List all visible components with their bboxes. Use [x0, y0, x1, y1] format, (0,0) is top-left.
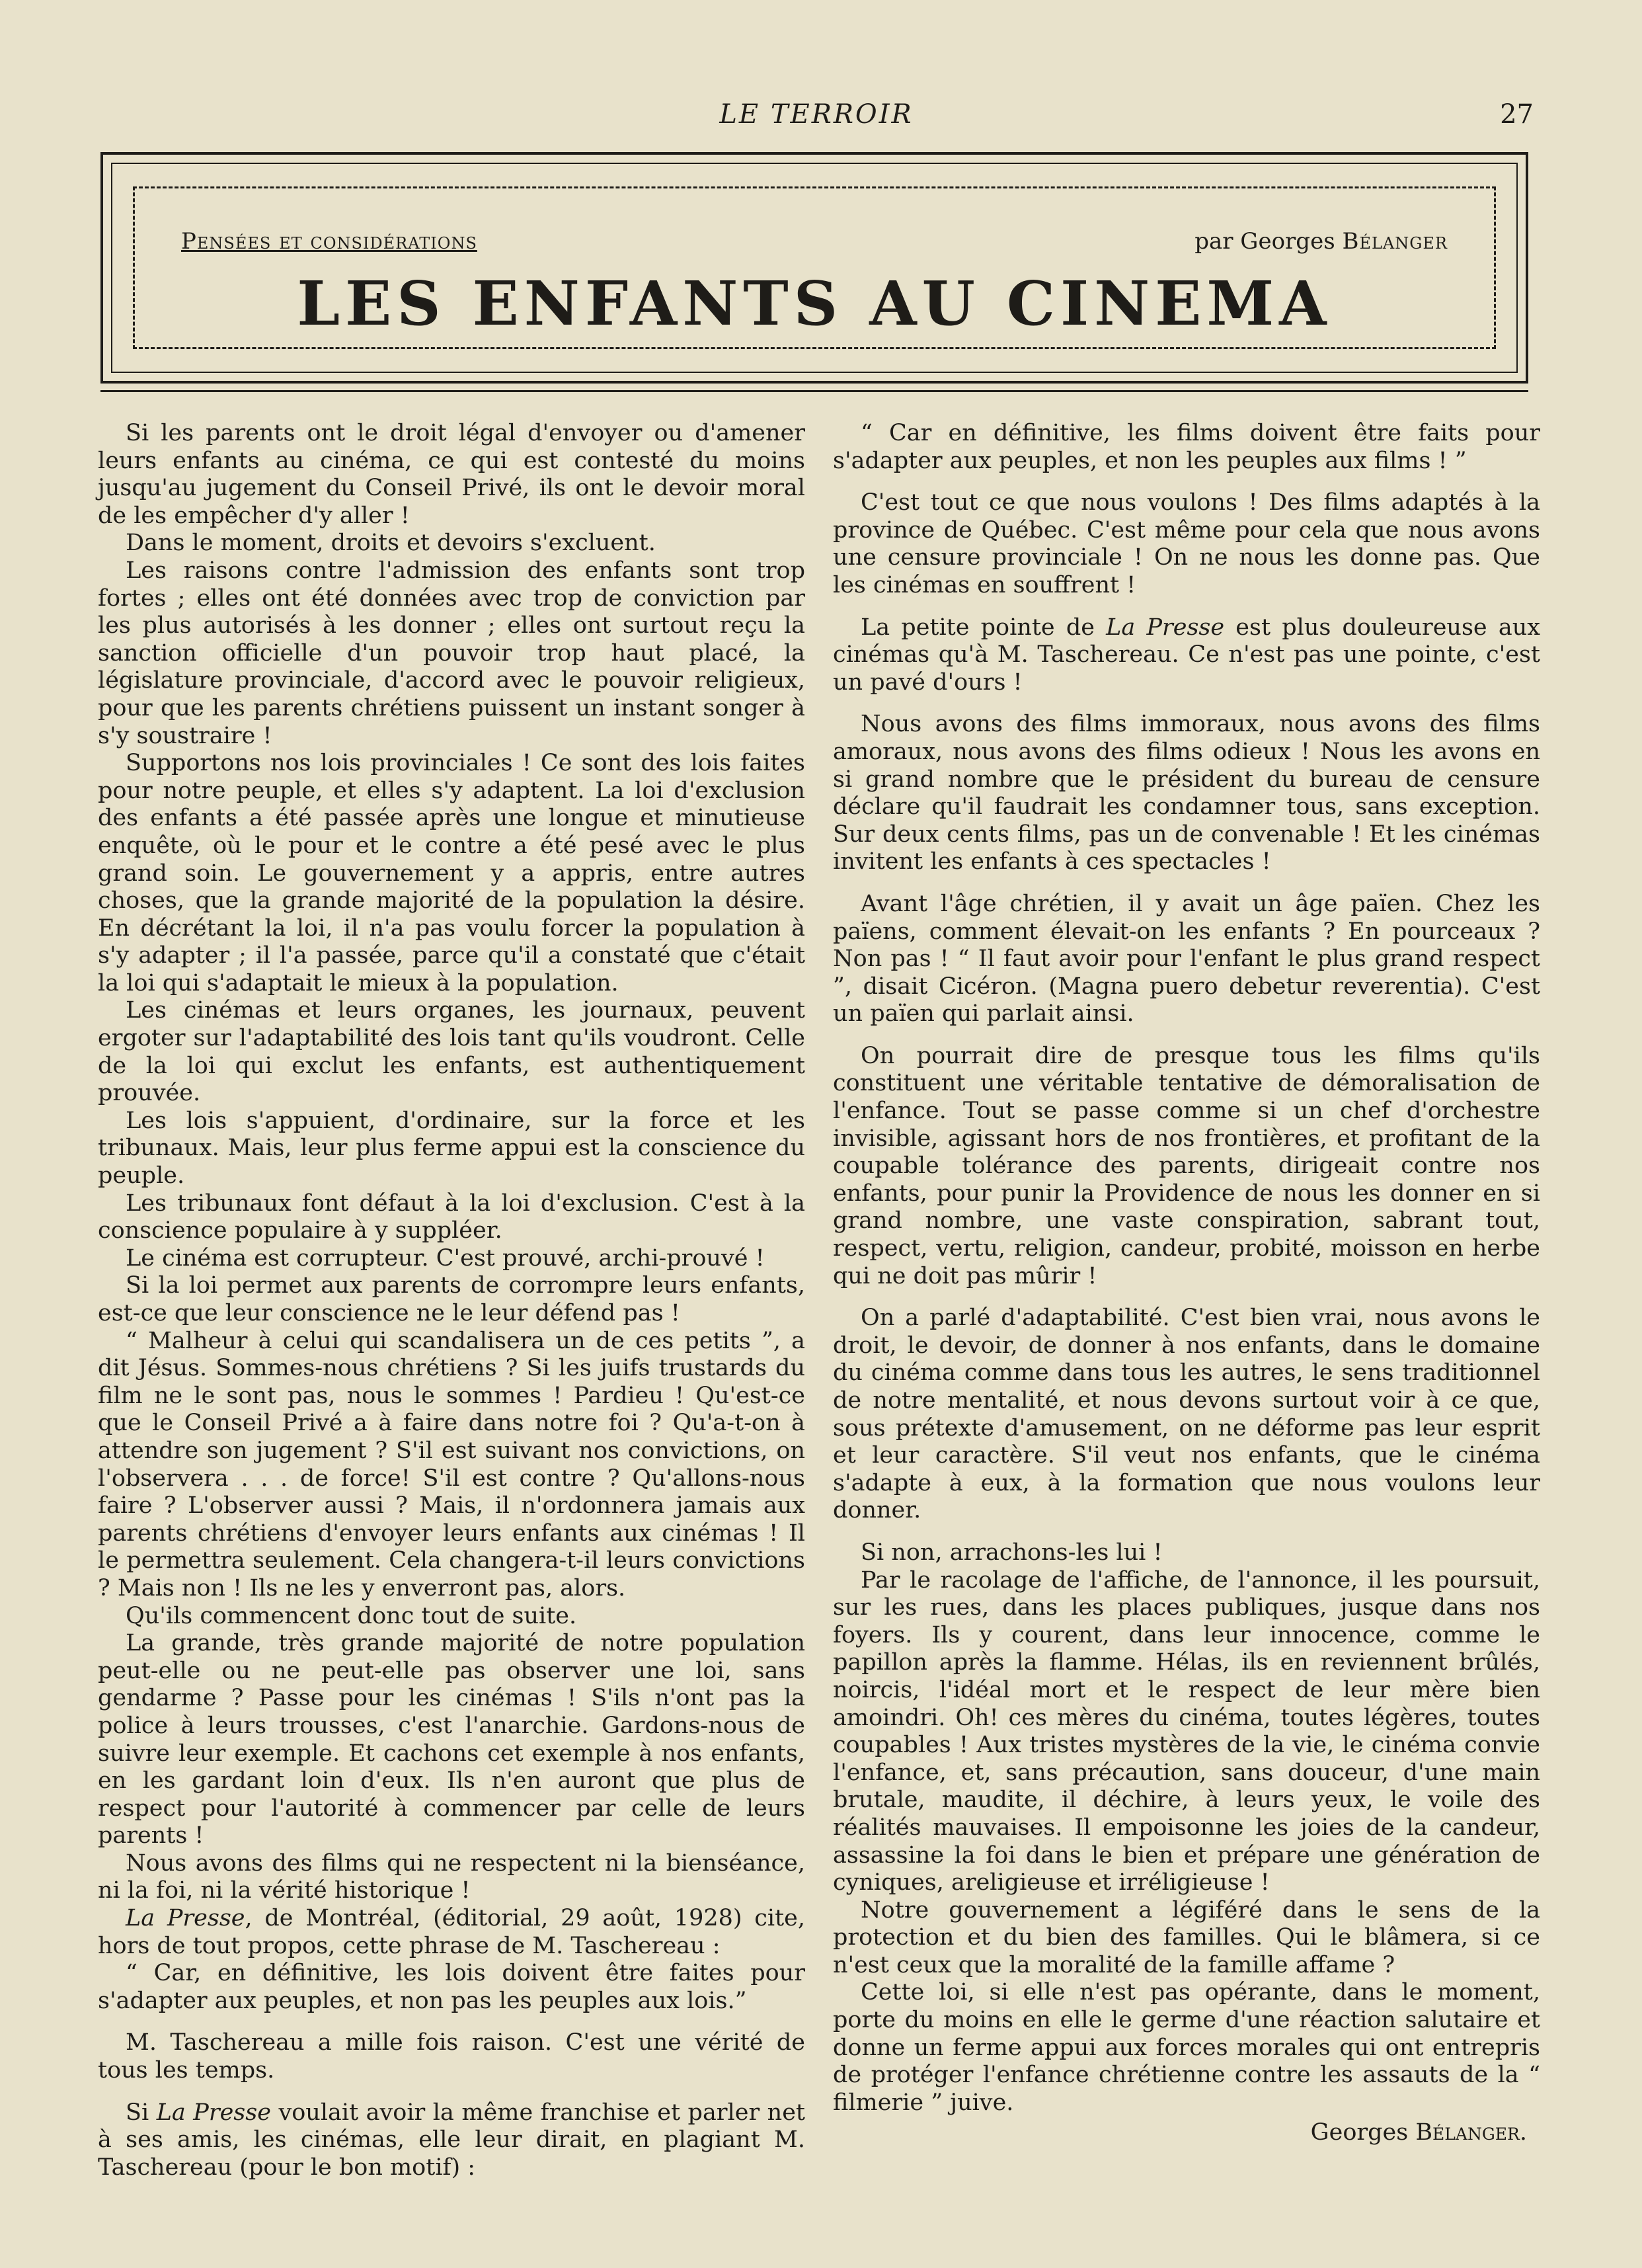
- paragraph-lead: Si: [126, 2099, 157, 2126]
- author-signature: [833, 2119, 1540, 2147]
- paragraph-text: est plus douleureuse aux cinémas qu'à M. Taschereau. Ce n'est pas une pointe, c'est un pavé d'ours !: [833, 614, 1540, 696]
- paragraph-text: Les lois s'appuient, d'ordinaire, sur la force et les tribunaux. Mais, leur plus ferme appui est la conscience du peuple.: [98, 1107, 805, 1190]
- byline-surname: Bélanger: [1342, 228, 1448, 255]
- paragraph: [98, 1850, 805, 1905]
- paragraph-text: Les raisons contre l'admission des enfants sont trop fortes ; elles ont été données avec trop de conviction par les plus autorisés à les donner ; elles ont surtout reçu la sanction officielle d'un pouvoir trop haut placé, la législature provinciale, d'accord avec le pouvoir religieux, pour que les parents chrétiens puissent un instant songer à s'y soustraire !: [98, 557, 805, 749]
- author-byline: [1194, 228, 1448, 255]
- paragraph-text: On pourrait dire de presque tous les films qu'ils constituent une véritable tentative de démoralisation de l'enfance. Tout se passe comme si un chef d'orchestre invisible, agissant hors de nos frontières, et profitant de la coupable tolérance des parents, dirigeait contre nos enfants, pour punir la Providence de nous les donner en si grand nombre, une vaste conspiration, sabrant tout, respect, vertu, religion, candeur, probité, moisson en herbe qui ne doit pas mûrir !: [833, 1042, 1540, 1289]
- paragraph-text: Dans le moment, droits et devoirs s'excluent.: [126, 530, 656, 557]
- newspaper-title: La Presse: [126, 1905, 245, 1932]
- paragraph-text: Les cinémas et leurs organes, les journaux, peuvent ergoter sur l'adaptabilité des lois tant qu'ils voudront. Celle de la loi qui exclut les enfants, est authentiquement prouvée.: [98, 997, 805, 1107]
- paragraph-text: Nous avons des films qui ne respectent ni la bienséance, ni la foi, ni la vérité historique !: [98, 1849, 805, 1904]
- paragraph-text: Nous avons des films immoraux, nous avons des films amoraux, nous avons des films odieux ! Nous les avons en si grand nombre que le président du bureau de censure déclare qu'il faudrait les condamner tous, sans exception. Sur deux cents films, pas un de convenable ! Et les cinémas invitent les enfants à ces spectacles !: [833, 711, 1540, 875]
- paragraph: [833, 614, 1540, 697]
- left-column: [98, 420, 806, 2181]
- paragraph: [833, 1897, 1540, 1980]
- paragraph-text: M. Taschereau a mille fois raison. C'est une vérité de tous les temps.: [98, 2029, 805, 2084]
- paragraph-text: voulait avoir la même franchise et parler net à ses amis, les cinémas, elle leur dirait, en plagiant M. Taschereau (pour le bon motif) :: [98, 2099, 806, 2181]
- page-number: 27: [1500, 99, 1534, 130]
- right-column: [833, 420, 1540, 2146]
- paragraph: [833, 1539, 1540, 1567]
- series-label: Pensées et considérations: [181, 228, 477, 255]
- paragraph-text: Si non, arrachons-les lui !: [861, 1539, 1163, 1566]
- title-frame: [133, 186, 1496, 349]
- page-header: [99, 99, 1534, 139]
- paragraph-text: Qu'ils commencent donc tout de suite.: [126, 1602, 577, 1629]
- paragraph: [833, 1979, 1540, 2117]
- byline-prefix: par Georges: [1194, 228, 1335, 255]
- paragraph: [98, 1905, 805, 1960]
- paragraph: [833, 1043, 1540, 1290]
- newspaper-title: La Presse: [1106, 614, 1225, 641]
- paragraph-text: Si la loi permet aux parents de corrompre leurs enfants, est-ce que leur conscience ne le leur défend pas !: [98, 1272, 805, 1326]
- paragraph-lead: La petite pointe de: [861, 614, 1107, 641]
- paragraph-text: Par le racolage de l'affiche, de l'annonce, il les poursuit, sur les rues, dans les places publiques, jusque dans nos foyers. Ils y courent, dans leur innocence, comme le papillon après la flamme. Hélas, ils en reviennent brûlés, noircis, l'idéal mort et le respect de leur mère bien amoindri. Oh! ces mères du cinéma, toutes légères, toutes coupables ! Aux tristes mystères de la vie, le cinéma convie l'enfance, et, sans précaution, sans douceur, d'une main brutale, maudite, il déchire, à leurs yeux, le voile des réalités mauvaises. Il empoisonne les joies de la candeur, assassine la foi dans le bien et prépare une génération de cyniques, areligieuse et irréligieuse !: [833, 1566, 1540, 1896]
- paragraph-text: “ Malheur à celui qui scandalisera un de ces petits ”, a dit Jésus. Sommes-nous chrétiens ? Si les juifs trustards du film ne le sont pas, nous le sommes ! Pardieu ! Qu'est-ce que le Conseil Privé a à faire dans notre foi ? Qu'a-t-on à attendre son jugement ? S'il est suivant nos convictions, on l'observera . . . de force! S'il est contre ? Qu'allons-nous faire ? L'observer aussi ? Mais, il n'ordonnera jamais aux parents chrétiens d'envoyer leurs enfants aux cinémas ! Il le permettra seulement. Cela changera-t-il leurs convictions ? Mais non ! Ils ne les y enverront pas, alors.: [98, 1327, 805, 1601]
- paragraph: [98, 1630, 805, 1850]
- paragraph: [98, 1960, 805, 2015]
- signature-first-name: Georges: [1310, 2119, 1416, 2146]
- paragraph: [98, 2029, 805, 2084]
- paragraph-text: Cette loi, si elle n'est pas opérante, dans le moment, porte du moins en elle le germe d'une réaction salutaire et donne un ferme appui aux forces morales qui ont entrepris de protéger l'enfance chrétienne contre les assauts de la “ filmerie ” juive.: [833, 1979, 1540, 2116]
- paragraph-text: On a parlé d'adaptabilité. C'est bien vrai, nous avons le droit, le devoir, de donner à nos enfants, dans le domaine du cinéma comme dans tous les autres, le sens traditionnel de notre mentalité, et nous devons surtout voir à ce que, sous prétexte d'amusement, on ne déforme pas leur esprit et leur caractère. S'il veut nos enfants, que le cinéma s'adapte à eux, à la formation que nous voulons leur donner.: [833, 1305, 1540, 1524]
- title-box: [100, 152, 1528, 384]
- paragraph: [833, 1567, 1540, 1897]
- paragraph-text: La grande, très grande majorité de notre population peut-elle ou ne peut-elle pas observer une loi, sans gendarme ? Passe pour les cinémas ! S'ils n'ont pas la police à leurs trousses, c'est l'anarchie. Gardons-nous de suivre leur exemple. Et cachons cet exemple à nos enfants, en les gardant loin d'eux. Ils n'en auront que plus de respect pour l'autorité à commencer par celle de leurs parents !: [98, 1630, 805, 1849]
- paragraph-text: Avant l'âge chrétien, il y avait un âge païen. Chez les païens, comment élevait-on les enfants ? En pourceaux ? Non pas ! “ Il faut avoir pour l'enfant le plus grand respect ”, disait Cicéron. (Magna puero debetur reverentia). C'est un païen qui parlait ainsi.: [833, 890, 1540, 1028]
- paragraph: [98, 750, 805, 997]
- paragraph: [833, 711, 1540, 876]
- paragraph-text: Si les parents ont le droit légal d'envoyer ou d'amener leurs enfants au cinéma, ce qui est contesté du moins jusqu'au jugement du Conseil Privé, ils ont le devoir moral de les empêcher d'y aller !: [98, 420, 805, 529]
- article-title: LES ENFANTS AU CINEMA: [297, 268, 1332, 339]
- paragraph: [833, 1305, 1540, 1525]
- paragraph-text: C'est tout ce que nous voulons ! Des films adaptés à la province de Québec. C'est même pour cela que nous avons une censure provinciale ! On ne nous les donne pas. Que les cinémas en souffrent !: [833, 489, 1540, 598]
- paragraph: [98, 2099, 805, 2182]
- paragraph-text: “ Car, en définitive, les lois doivent être faites pour s'adapter aux peuples, et non pas les peuples aux lois.”: [98, 1960, 805, 2014]
- paragraph-text: Le cinéma est corrupteur. C'est prouvé, archi-prouvé !: [126, 1244, 765, 1272]
- paragraph-text: Les tribunaux font défaut à la loi d'exclusion. C'est à la conscience populaire à y suppléer.: [98, 1190, 805, 1244]
- paragraph: [833, 891, 1540, 1028]
- paragraph: [833, 420, 1540, 475]
- paragraph: [98, 1328, 805, 1603]
- paragraph: [98, 557, 805, 750]
- paragraph: [98, 1190, 805, 1245]
- paragraph-text: , de Montréal, (éditorial, 29 août, 1928) cite, hors de tout propos, cette phrase de M. Taschereau :: [98, 1905, 805, 1959]
- paragraph: [98, 1108, 805, 1190]
- title-rule: [100, 390, 1528, 392]
- paragraph: [98, 997, 805, 1107]
- paragraph: [98, 1603, 805, 1631]
- paragraph: [98, 420, 805, 530]
- journal-name: LE TERROIR: [719, 99, 914, 130]
- paragraph: [98, 1245, 805, 1273]
- newspaper-title: La Presse: [156, 2099, 271, 2126]
- paragraph-text: Supportons nos lois provinciales ! Ce sont des lois faites pour notre peuple, et elles s'y adaptent. La loi d'exclusion des enfants a été passée après une longue et minutieuse enquête, où le pour et le contre a été pesé avec le plus grand soin. Le gouvernement y a appris, entre autres choses, que la grande majorité de la population la désire. En décrétant la loi, il n'a pas voulu forcer la population à s'y adapter ; il l'a passée, parce qu'il a constaté que c'était la loi qui s'adaptait le mieux à la population.: [98, 750, 805, 996]
- paragraph: [98, 530, 805, 557]
- signature-surname: Bélanger.: [1415, 2119, 1527, 2146]
- paragraph-text: Notre gouvernement a légiféré dans le sens de la protection et du bien des familles. Qui le blâmera, si ce n'est ceux que la moralité de la famille affame ?: [833, 1896, 1540, 1978]
- paragraph: [833, 489, 1540, 599]
- paragraph: [98, 1272, 805, 1327]
- paragraph-text: “ Car en définitive, les films doivent être faits pour s'adapter aux peuples, et non les peuples aux films ! ”: [833, 420, 1540, 474]
